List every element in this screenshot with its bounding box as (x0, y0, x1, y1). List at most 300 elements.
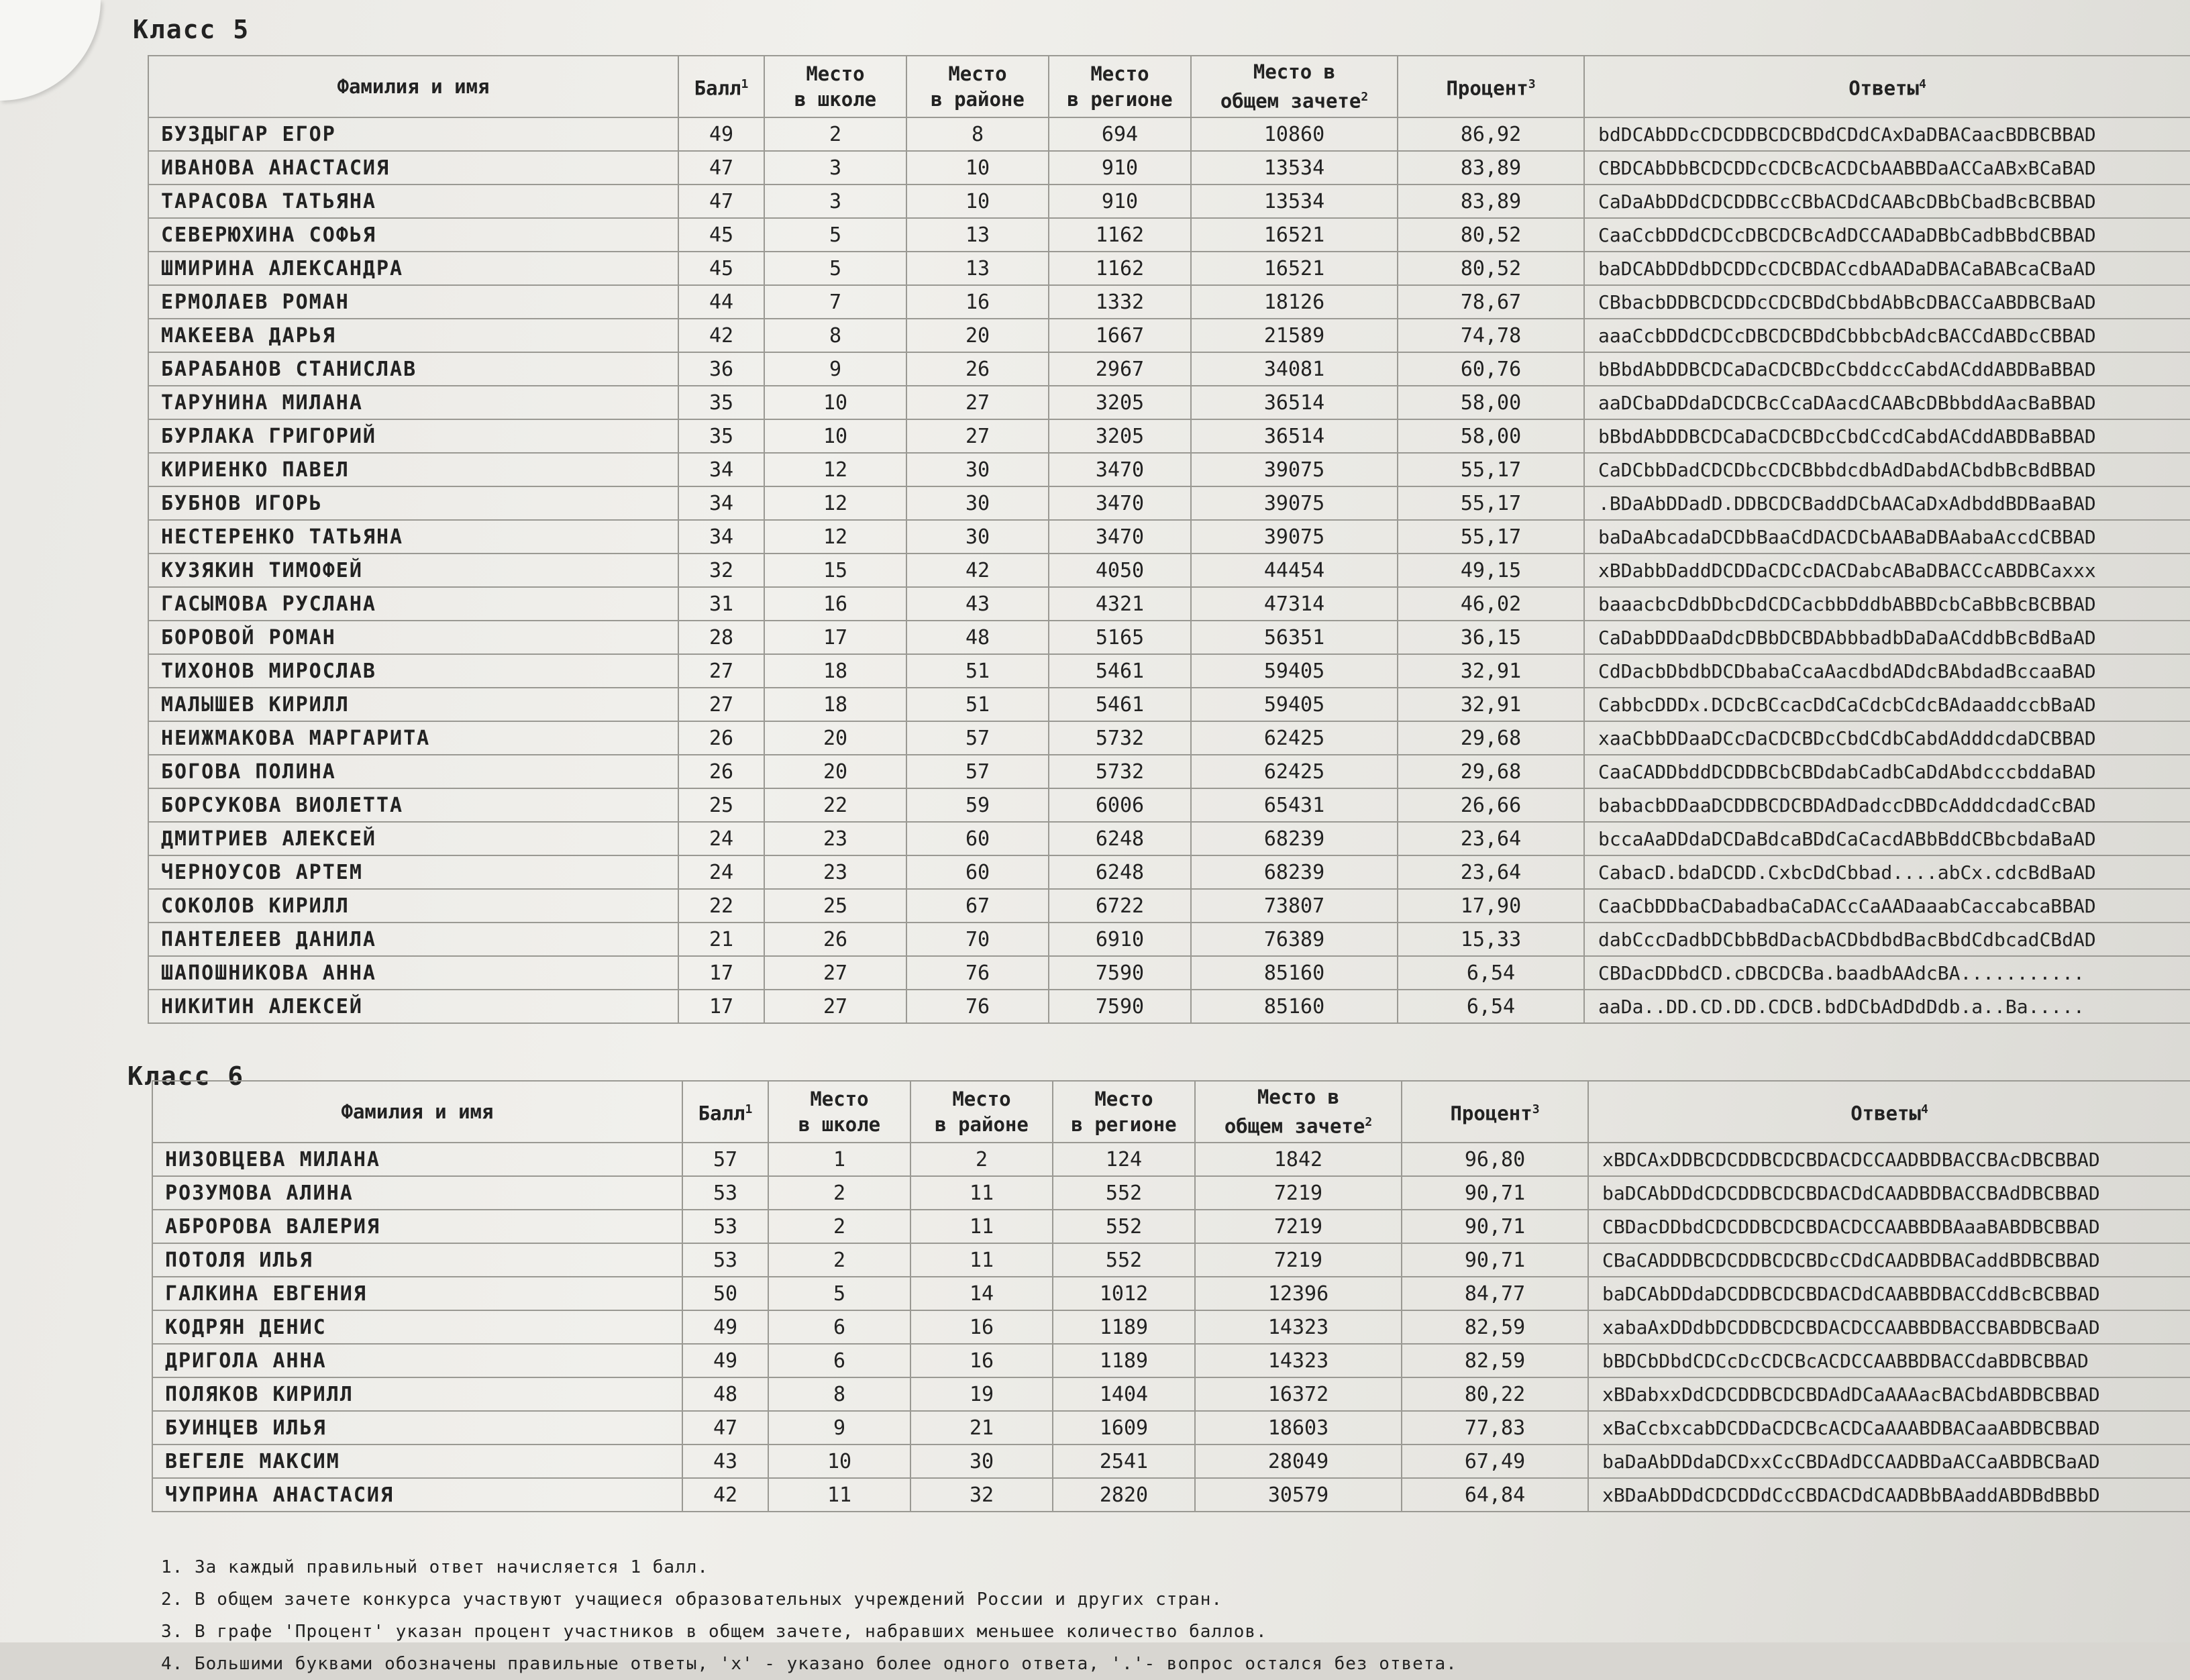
cell-district: 10 (906, 185, 1049, 218)
class6-title: Класс 6 (127, 1061, 245, 1091)
cell-answers: xabaAxDDdbDCDDBCDCBDACDCCAABBDBACCBABDBCBaAD (1588, 1310, 2190, 1344)
cell-answers: aaDa..DD.CD.DD.CDCB.bdDCbAdDdDdb.a..Ba..... (1584, 990, 2190, 1023)
cell-school: 12 (764, 453, 906, 486)
cell-region: 1332 (1049, 285, 1191, 319)
cell-region: 6248 (1049, 822, 1191, 855)
cell-overall: 7219 (1195, 1210, 1402, 1243)
cell-score: 26 (678, 755, 764, 788)
cell-name: ПОЛЯКОВ КИРИЛЛ (152, 1377, 682, 1411)
cell-answers: .BDaAbDDadD.DDBCDCBaddDCbAACaDxAdbddBDBaaBAD (1584, 486, 2190, 520)
cell-region: 5732 (1049, 755, 1191, 788)
cell-overall: 68239 (1191, 822, 1398, 855)
cell-school: 8 (764, 319, 906, 352)
table-row (148, 788, 2190, 822)
table-row (148, 587, 2190, 621)
table-row (148, 151, 2190, 185)
cell-answers: aaDCbaDDdaDCDCBcCcaDAacdCAABcDBbbddAacBaBBAD (1584, 386, 2190, 419)
cell-answers: CaaCbDDbaCDabadbaCaDACcCaAADaaabCaccabcaBBAD (1584, 889, 2190, 923)
table-row (148, 352, 2190, 386)
col-name: Фамилия и имя (148, 56, 678, 117)
cell-district: 19 (910, 1377, 1053, 1411)
cell-percent: 77,83 (1402, 1411, 1588, 1445)
cell-percent: 17,90 (1398, 889, 1584, 923)
cell-overall: 13534 (1191, 151, 1398, 185)
cell-score: 48 (682, 1377, 768, 1411)
footnotes (161, 1551, 1457, 1680)
cell-school: 8 (768, 1377, 910, 1411)
cell-score: 50 (682, 1277, 768, 1310)
cell-overall: 59405 (1191, 654, 1398, 688)
cell-name: ТАРАСОВА ТАТЬЯНА (148, 185, 678, 218)
cell-overall: 56351 (1191, 621, 1398, 654)
cell-name: ЧЕРНОУСОВ АРТЕМ (148, 855, 678, 889)
cell-percent: 26,66 (1398, 788, 1584, 822)
cell-answers: bBbdAbDDBCDCaDaCDCBDcCbdCcdCabdACddABDBaBBAD (1584, 419, 2190, 453)
col-percent: Процент$^3$ (1402, 1081, 1588, 1143)
cell-district: 21 (910, 1411, 1053, 1445)
cell-region: 3470 (1049, 486, 1191, 520)
cell-name: ТИХОНОВ МИРОСЛАВ (148, 654, 678, 688)
cell-score: 53 (682, 1176, 768, 1210)
table-row (148, 956, 2190, 990)
table-row (148, 688, 2190, 721)
cell-answers: CBDacDDbdCD.cDBCDCBa.baadbAAdcBA........... (1584, 956, 2190, 990)
cell-region: 3205 (1049, 386, 1191, 419)
cell-district: 13 (906, 252, 1049, 285)
cell-name: БОГОВА ПОЛИНА (148, 755, 678, 788)
cell-answers: xBDabbDaddDCDDaCDCcDACDabcABaDBACCcABDBCaxxx (1584, 554, 2190, 587)
cell-answers: dabCccDadbDCbbBdDacbACDbdbdBacBbdCdbcadCBdAD (1584, 923, 2190, 956)
cell-score: 47 (678, 151, 764, 185)
cell-score: 49 (682, 1344, 768, 1377)
cell-answers: baDCAbDDdCDCDDBCDCBDACDdCAADBDBACCBAdDBCBBAD (1588, 1176, 2190, 1210)
cell-percent: 90,71 (1402, 1176, 1588, 1210)
cell-score: 31 (678, 587, 764, 621)
table-row (152, 1445, 2190, 1478)
cell-region: 6910 (1049, 923, 1191, 956)
cell-answers: xaaCbbDDaaDCcDaCDCBDcCbdCdbCabdAdddcdaDCBBAD (1584, 721, 2190, 755)
table-row (152, 1411, 2190, 1445)
table-row (148, 319, 2190, 352)
col-answers: Ответы$^4$ (1584, 56, 2190, 117)
col-overall: Место в общем зачете$^2$ (1191, 56, 1398, 117)
col-overall: Место в общем зачете$^2$ (1195, 1081, 1402, 1143)
cell-name: ГАСЫМОВА РУСЛАНА (148, 587, 678, 621)
cell-answers: baDCAbDDdbDCDDcCDCBDACcdbAADaDBACaBABcaCBaAD (1584, 252, 2190, 285)
table-row (152, 1143, 2190, 1176)
cell-school: 23 (764, 855, 906, 889)
cell-district: 16 (910, 1310, 1053, 1344)
table-row (152, 1210, 2190, 1243)
cell-district: 57 (906, 721, 1049, 755)
cell-score: 53 (682, 1243, 768, 1277)
cell-percent: 58,00 (1398, 386, 1584, 419)
cell-score: 17 (678, 990, 764, 1023)
cell-district: 14 (910, 1277, 1053, 1310)
cell-overall: 36514 (1191, 419, 1398, 453)
table-row (148, 822, 2190, 855)
cell-school: 9 (768, 1411, 910, 1445)
cell-score: 47 (678, 185, 764, 218)
col-district: Место в районе (910, 1081, 1053, 1143)
cell-percent: 80,52 (1398, 252, 1584, 285)
cell-overall: 21589 (1191, 319, 1398, 352)
col-school: Место в школе (768, 1081, 910, 1143)
cell-overall: 73807 (1191, 889, 1398, 923)
cell-name: ТАРУНИНА МИЛАНА (148, 386, 678, 419)
cell-overall: 16372 (1195, 1377, 1402, 1411)
cell-region: 2820 (1053, 1478, 1195, 1512)
cell-school: 1 (768, 1143, 910, 1176)
cell-school: 7 (764, 285, 906, 319)
cell-region: 3205 (1049, 419, 1191, 453)
cell-region: 552 (1053, 1176, 1195, 1210)
table-row (148, 285, 2190, 319)
cell-school: 10 (768, 1445, 910, 1478)
cell-name: МАЛЫШЕВ КИРИЛЛ (148, 688, 678, 721)
cell-percent: 55,17 (1398, 486, 1584, 520)
cell-percent: 90,71 (1402, 1210, 1588, 1243)
cell-district: 57 (906, 755, 1049, 788)
cell-percent: 55,17 (1398, 453, 1584, 486)
cell-score: 45 (678, 218, 764, 252)
cell-answers: xBaCcbxcabDCDDaCDCBcACDCaAAABDBACaaABDBCBBAD (1588, 1411, 2190, 1445)
cell-answers: CBDacDDbdCDCDDBCDCBDACDCCAABBDBAaaBABDBCBBAD (1588, 1210, 2190, 1243)
cell-answers: xBDCAxDDBCDCDDBCDCBDACDCCAADBDBACCBAcDBCBBAD (1588, 1143, 2190, 1176)
cell-overall: 47314 (1191, 587, 1398, 621)
cell-percent: 82,59 (1402, 1310, 1588, 1344)
cell-school: 5 (768, 1277, 910, 1310)
cell-district: 2 (910, 1143, 1053, 1176)
cell-score: 43 (682, 1445, 768, 1478)
cell-name: НИЗОВЦЕВА МИЛАНА (152, 1143, 682, 1176)
cell-percent: 29,68 (1398, 755, 1584, 788)
cell-percent: 80,52 (1398, 218, 1584, 252)
cell-answers: baDCAbDDdaDCDDBCDCBDACDdCAABBDBACCddBcBCBBAD (1588, 1277, 2190, 1310)
cell-name: ПОТОЛЯ ИЛЬЯ (152, 1243, 682, 1277)
cell-answers: bdDCAbDDcCDCDDBCDCBDdCDdCAxDaDBACaacBDBCBBAD (1584, 117, 2190, 151)
cell-overall: 16521 (1191, 218, 1398, 252)
cell-region: 5165 (1049, 621, 1191, 654)
cell-overall: 68239 (1191, 855, 1398, 889)
cell-district: 51 (906, 688, 1049, 721)
cell-score: 35 (678, 419, 764, 453)
cell-school: 6 (768, 1344, 910, 1377)
cell-score: 45 (678, 252, 764, 285)
cell-school: 2 (768, 1176, 910, 1210)
cell-name: СЕВЕРЮХИНА СОФЬЯ (148, 218, 678, 252)
cell-percent: 49,15 (1398, 554, 1584, 587)
cell-percent: 60,76 (1398, 352, 1584, 386)
cell-percent: 6,54 (1398, 990, 1584, 1023)
cell-district: 11 (910, 1176, 1053, 1210)
cell-name: ЧУПРИНА АНАСТАСИЯ (152, 1478, 682, 1512)
cell-name: НЕИЖМАКОВА МАРГАРИТА (148, 721, 678, 755)
cell-district: 32 (910, 1478, 1053, 1512)
cell-school: 9 (764, 352, 906, 386)
cell-percent: 32,91 (1398, 654, 1584, 688)
page-curl (0, 0, 101, 101)
cell-region: 7590 (1049, 990, 1191, 1023)
col-score: Балл$^1$ (682, 1081, 768, 1143)
cell-answers: babacbDDaaDCDDBCDCBDAdDadccDBDcAdddcdadCcBAD (1584, 788, 2190, 822)
cell-district: 11 (910, 1210, 1053, 1243)
cell-percent: 82,59 (1402, 1344, 1588, 1377)
cell-answers: CBbacbDDBCDCDDcCDCBDdCbbdAbBcDBACCaABDBCBaAD (1584, 285, 2190, 319)
cell-district: 20 (906, 319, 1049, 352)
table-row (148, 252, 2190, 285)
cell-region: 3470 (1049, 520, 1191, 554)
cell-school: 23 (764, 822, 906, 855)
table-row (148, 520, 2190, 554)
class5-results-table (148, 55, 2190, 1024)
cell-region: 552 (1053, 1243, 1195, 1277)
cell-school: 5 (764, 252, 906, 285)
cell-overall: 28049 (1195, 1445, 1402, 1478)
table-row (148, 453, 2190, 486)
cell-district: 67 (906, 889, 1049, 923)
cell-region: 2967 (1049, 352, 1191, 386)
cell-district: 26 (906, 352, 1049, 386)
cell-region: 1162 (1049, 252, 1191, 285)
cell-school: 2 (768, 1243, 910, 1277)
table-row (148, 621, 2190, 654)
cell-district: 16 (906, 285, 1049, 319)
cell-answers: bccaAaDDdaDCDaBdcaBDdCaCacdABbBddCBbcbdaBaAD (1584, 822, 2190, 855)
cell-region: 4321 (1049, 587, 1191, 621)
cell-district: 13 (906, 218, 1049, 252)
cell-score: 47 (682, 1411, 768, 1445)
cell-district: 30 (910, 1445, 1053, 1478)
cell-region: 1012 (1053, 1277, 1195, 1310)
cell-district: 70 (906, 923, 1049, 956)
cell-score: 53 (682, 1210, 768, 1243)
cell-answers: CabbcDDDx.DCDcBCcacDdCaCdcbCdcBAdaaddccbBaAD (1584, 688, 2190, 721)
cell-percent: 83,89 (1398, 185, 1584, 218)
cell-school: 25 (764, 889, 906, 923)
class6-results-table (152, 1080, 2190, 1512)
cell-answers: aaaCcbDDdCDCcDBCDCBDdCbbbcbAdcBACCdABDcCBBAD (1584, 319, 2190, 352)
footnote: 1. За каждый правильный ответ начисляется 1 балл. (161, 1557, 709, 1577)
cell-score: 49 (682, 1310, 768, 1344)
cell-region: 1609 (1053, 1411, 1195, 1445)
cell-score: 24 (678, 855, 764, 889)
cell-score: 34 (678, 453, 764, 486)
cell-score: 32 (678, 554, 764, 587)
cell-school: 10 (764, 386, 906, 419)
table-row (148, 923, 2190, 956)
cell-percent: 6,54 (1398, 956, 1584, 990)
table-row (148, 889, 2190, 923)
cell-district: 11 (910, 1243, 1053, 1277)
cell-name: БУЗДЫГАР ЕГОР (148, 117, 678, 151)
cell-school: 2 (764, 117, 906, 151)
cell-region: 2541 (1053, 1445, 1195, 1478)
cell-answers: xBDaAbDDdCDCDDdCcCBDACDdCAADBbBAaddABDBdBBbD (1588, 1478, 2190, 1512)
cell-name: ШАПОШНИКОВА АННА (148, 956, 678, 990)
cell-overall: 62425 (1191, 721, 1398, 755)
cell-percent: 83,89 (1398, 151, 1584, 185)
cell-score: 24 (678, 822, 764, 855)
cell-name: БУБНОВ ИГОРЬ (148, 486, 678, 520)
cell-name: БОРСУКОВА ВИОЛЕТТА (148, 788, 678, 822)
cell-overall: 30579 (1195, 1478, 1402, 1512)
cell-overall: 12396 (1195, 1277, 1402, 1310)
cell-district: 76 (906, 990, 1049, 1023)
cell-answers: CabacD.bdaDCDD.CxbcDdCbbad....abCx.cdcBdBaAD (1584, 855, 2190, 889)
table-row (148, 755, 2190, 788)
table-row (148, 185, 2190, 218)
cell-score: 25 (678, 788, 764, 822)
cell-district: 60 (906, 822, 1049, 855)
cell-percent: 55,17 (1398, 520, 1584, 554)
cell-region: 6722 (1049, 889, 1191, 923)
cell-name: ДРИГОЛА АННА (152, 1344, 682, 1377)
cell-score: 27 (678, 688, 764, 721)
cell-district: 27 (906, 419, 1049, 453)
cell-school: 27 (764, 990, 906, 1023)
cell-region: 4050 (1049, 554, 1191, 587)
col-score: Балл$^1$ (678, 56, 764, 117)
cell-answers: baDaAbDDdaDCDxxCcCBDAdDCCAADBDaACCaABDBCBaAD (1588, 1445, 2190, 1478)
cell-overall: 1842 (1195, 1143, 1402, 1176)
table-row (152, 1310, 2190, 1344)
cell-answers: baaacbcDdbDbcDdCDCacbbDddbABBDcbCaBbBcBCBBAD (1584, 587, 2190, 621)
cell-school: 6 (768, 1310, 910, 1344)
cell-name: ПАНТЕЛЕЕВ ДАНИЛА (148, 923, 678, 956)
cell-school: 2 (768, 1210, 910, 1243)
cell-overall: 13534 (1191, 185, 1398, 218)
cell-region: 552 (1053, 1210, 1195, 1243)
cell-answers: CaaCADDbddDCDDBCbCBDdabCadbCaDdAbdcccbddaBAD (1584, 755, 2190, 788)
cell-percent: 78,67 (1398, 285, 1584, 319)
cell-school: 3 (764, 185, 906, 218)
cell-district: 8 (906, 117, 1049, 151)
cell-region: 6248 (1049, 855, 1191, 889)
footnote: 3. В графе 'Процент' указан процент участников в общем зачете, набравших меньшее количество баллов. (161, 1622, 1267, 1642)
cell-name: МАКЕЕВА ДАРЬЯ (148, 319, 678, 352)
cell-overall: 16521 (1191, 252, 1398, 285)
cell-region: 5461 (1049, 654, 1191, 688)
cell-district: 60 (906, 855, 1049, 889)
cell-name: БУРЛАКА ГРИГОРИЙ (148, 419, 678, 453)
cell-name: ШМИРИНА АЛЕКСАНДРА (148, 252, 678, 285)
cell-overall: 14323 (1195, 1310, 1402, 1344)
table-row (148, 386, 2190, 419)
cell-region: 1404 (1053, 1377, 1195, 1411)
cell-name: БОРОВОЙ РОМАН (148, 621, 678, 654)
cell-name: АБРОРОВА ВАЛЕРИЯ (152, 1210, 682, 1243)
cell-name: СОКОЛОВ КИРИЛЛ (148, 889, 678, 923)
cell-answers: CaaCcbDDdCDCcDBCDCBcAdDCCAADaDBbCadbBbdCBBAD (1584, 218, 2190, 252)
cell-school: 22 (764, 788, 906, 822)
table-row (152, 1344, 2190, 1377)
col-answers: Ответы$^4$ (1588, 1081, 2190, 1143)
cell-school: 3 (764, 151, 906, 185)
cell-score: 42 (678, 319, 764, 352)
table-row (148, 721, 2190, 755)
cell-school: 18 (764, 654, 906, 688)
cell-percent: 64,84 (1402, 1478, 1588, 1512)
cell-overall: 62425 (1191, 755, 1398, 788)
table-row (152, 1478, 2190, 1512)
cell-score: 34 (678, 486, 764, 520)
cell-percent: 96,80 (1402, 1143, 1588, 1176)
cell-name: НЕСТЕРЕНКО ТАТЬЯНА (148, 520, 678, 554)
cell-region: 7590 (1049, 956, 1191, 990)
cell-percent: 84,77 (1402, 1277, 1588, 1310)
cell-name: ДМИТРИЕВ АЛЕКСЕЙ (148, 822, 678, 855)
cell-answers: CaDaAbDDdCDCDDBCcCBbACDdCAABcDBbCbadBcBCBBAD (1584, 185, 2190, 218)
col-district: Место в районе (906, 56, 1049, 117)
cell-percent: 23,64 (1398, 822, 1584, 855)
cell-score: 17 (678, 956, 764, 990)
table-row (148, 554, 2190, 587)
cell-school: 5 (764, 218, 906, 252)
table-header-row (148, 56, 2190, 117)
cell-region: 3470 (1049, 453, 1191, 486)
cell-district: 16 (910, 1344, 1053, 1377)
cell-overall: 36514 (1191, 386, 1398, 419)
cell-overall: 85160 (1191, 990, 1398, 1023)
cell-overall: 34081 (1191, 352, 1398, 386)
cell-school: 12 (764, 520, 906, 554)
cell-score: 34 (678, 520, 764, 554)
cell-district: 43 (906, 587, 1049, 621)
cell-percent: 86,92 (1398, 117, 1584, 151)
cell-overall: 76389 (1191, 923, 1398, 956)
cell-region: 1189 (1053, 1344, 1195, 1377)
cell-region: 694 (1049, 117, 1191, 151)
table-row (148, 990, 2190, 1023)
cell-percent: 29,68 (1398, 721, 1584, 755)
cell-answers: CBaCADDDBCDCDDBCDCBDcCDdCAADBDBACaddBDBCBBAD (1588, 1243, 2190, 1277)
cell-school: 20 (764, 755, 906, 788)
cell-region: 5461 (1049, 688, 1191, 721)
cell-name: КИРИЕНКО ПАВЕЛ (148, 453, 678, 486)
cell-answers: CBDCAbDbBCDCDDcCDCBcACDCbAABBDaACCaABxBCaBAD (1584, 151, 2190, 185)
table-row (152, 1176, 2190, 1210)
footnote: 4. Большими буквами обозначены правильные ответы, 'x' - указано более одного ответа, '.'- вопрос остался без ответа. (161, 1654, 1457, 1674)
cell-percent: 58,00 (1398, 419, 1584, 453)
cell-answers: CaDabDDDaaDdcDBbDCBDAbbbadbDaDaACddbBcBdBaAD (1584, 621, 2190, 654)
col-school: Место в школе (764, 56, 906, 117)
cell-score: 42 (682, 1478, 768, 1512)
table-row (148, 654, 2190, 688)
cell-name: ГАЛКИНА ЕВГЕНИЯ (152, 1277, 682, 1310)
cell-district: 51 (906, 654, 1049, 688)
cell-name: БАРАБАНОВ СТАНИСЛАВ (148, 352, 678, 386)
cell-overall: 85160 (1191, 956, 1398, 990)
cell-score: 44 (678, 285, 764, 319)
cell-district: 30 (906, 486, 1049, 520)
footnote: 2. В общем зачете конкурса участвуют учащиеся образовательных учреждений России и других стран. (161, 1589, 1223, 1610)
cell-percent: 36,15 (1398, 621, 1584, 654)
cell-district: 27 (906, 386, 1049, 419)
cell-region: 5732 (1049, 721, 1191, 755)
table-row (148, 486, 2190, 520)
cell-school: 18 (764, 688, 906, 721)
cell-percent: 74,78 (1398, 319, 1584, 352)
cell-region: 6006 (1049, 788, 1191, 822)
cell-school: 20 (764, 721, 906, 755)
col-percent: Процент$^3$ (1398, 56, 1584, 117)
cell-overall: 39075 (1191, 486, 1398, 520)
table-row (148, 117, 2190, 151)
table-row (152, 1377, 2190, 1411)
cell-overall: 7219 (1195, 1176, 1402, 1210)
table-header-row (152, 1081, 2190, 1143)
